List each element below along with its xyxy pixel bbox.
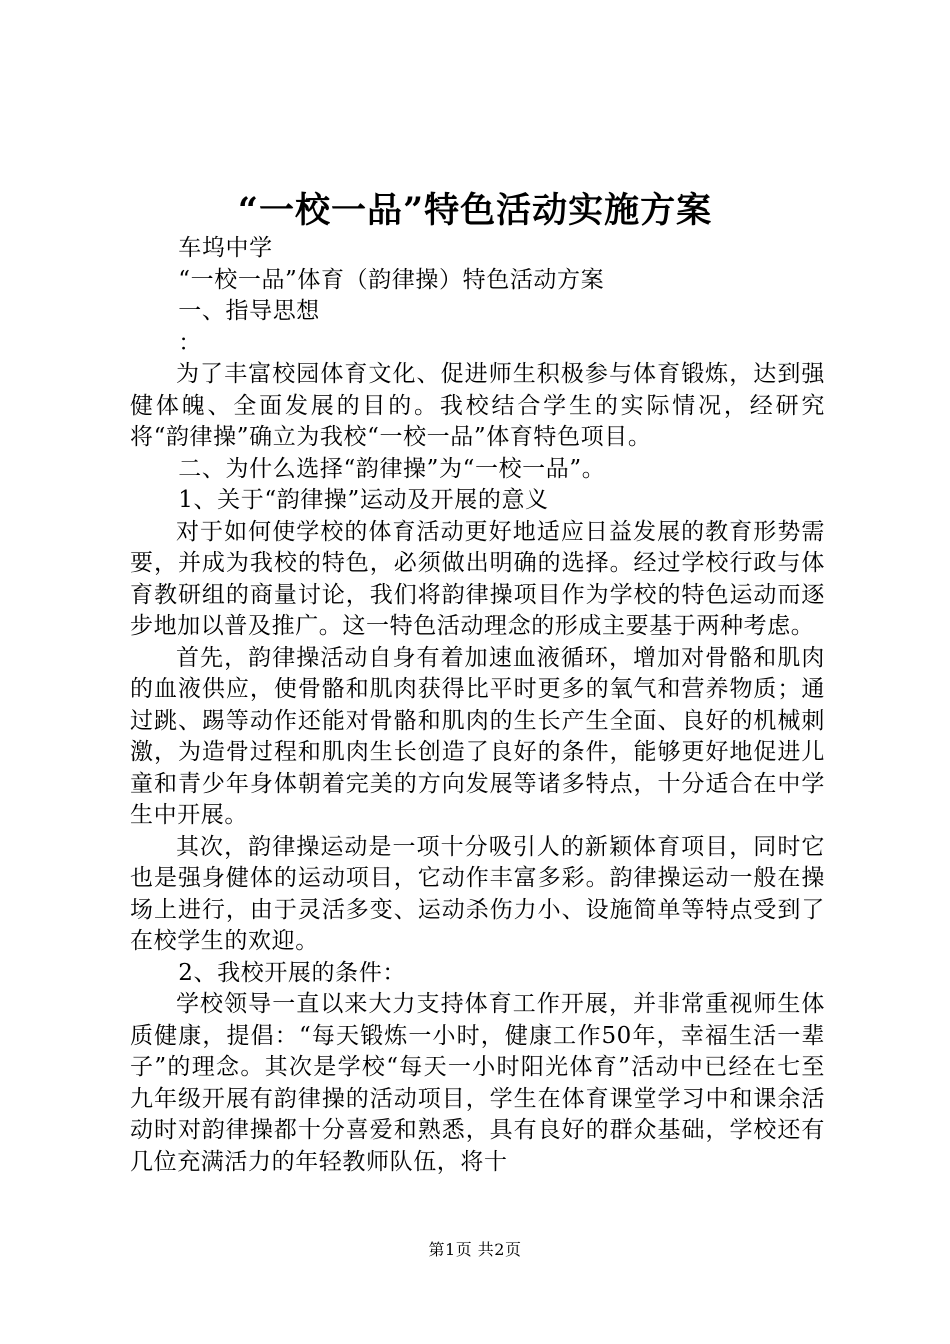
subtitle: “一校一品”体育（韵律操）特色活动方案 — [178, 266, 605, 293]
paragraph-conditions: 学校领导一直以来大力支持体育工作开展，并非常重视师生体质健康，提倡：“每天锻炼一小时，健康工作50年，幸福生活一辈子”的理念。其次是学校“每天一小时阳光体育”活动中已经在七至九年级开展有韵律操的活动项目，学生在体育课堂学习中和课余活动时对韵律操都十分喜爱和熟悉，具有良好的群众基础，学校还有几位充满活力的年轻教师队伍，将十 — [130, 991, 825, 1175]
page-footer: 第1页 共2页 — [428, 1240, 522, 1259]
paragraph-second-reason: 其次，韵律操运动是一项十分吸引人的新颖体育项目，同时它也是强身健体的运动项目，它动作丰富多彩。韵律操运动一般在操场上进行，由于灵活多变、运动杀伤力小、设施简单等特点受到了在校学生的欢迎。 — [130, 833, 825, 954]
subsection-heading-1: 1、关于“韵律操”运动及开展的意义 — [178, 487, 549, 513]
document-body — [130, 233, 825, 1178]
subsection-heading-2: 2、我校开展的条件： — [178, 959, 406, 986]
school-name: 车坞中学 — [178, 235, 273, 261]
colon-line: ： — [178, 329, 202, 356]
section-heading-1: 一、指导思想 — [178, 298, 320, 324]
document-title: “一校一品”特色活动实施方案 — [237, 190, 713, 231]
paragraph-choice: 对于如何使学校的体育活动更好地适应日益发展的教育形势需要，并成为我校的特色，必须做出明确的选择。经过学校行政与体育教研组的商量讨论，我们将韵律操项目作为学校的特色运动而逐步地加以普及推广。这一特色活动理念的形成主要基于两种考虑。 — [130, 518, 825, 639]
paragraph-guiding-thought: 为了丰富校园体育文化、促进师生积极参与体育锻炼，达到强健体魄、全面发展的目的。我校结合学生的实际情况，经研究将“韵律操”确立为我校“一校一品”体育特色项目。 — [130, 361, 825, 450]
section-heading-2: 二、为什么选择“韵律操”为“一校一品”。 — [178, 455, 606, 482]
paragraph-first-reason: 首先，韵律操活动自身有着加速血液循环，增加对骨骼和肌肉的血液供应，使骨骼和肌肉获得比平时更多的氧气和营养物质；通过跳、踢等动作还能对骨骼和肌肉的生长产生全面、良好的机械刺激，为造骨过程和肌肉生长创造了良好的条件，能够更好地促进儿童和青少年身体朝着完美的方向发展等诸多特点，十分适合在中学生中开展。 — [130, 644, 825, 828]
